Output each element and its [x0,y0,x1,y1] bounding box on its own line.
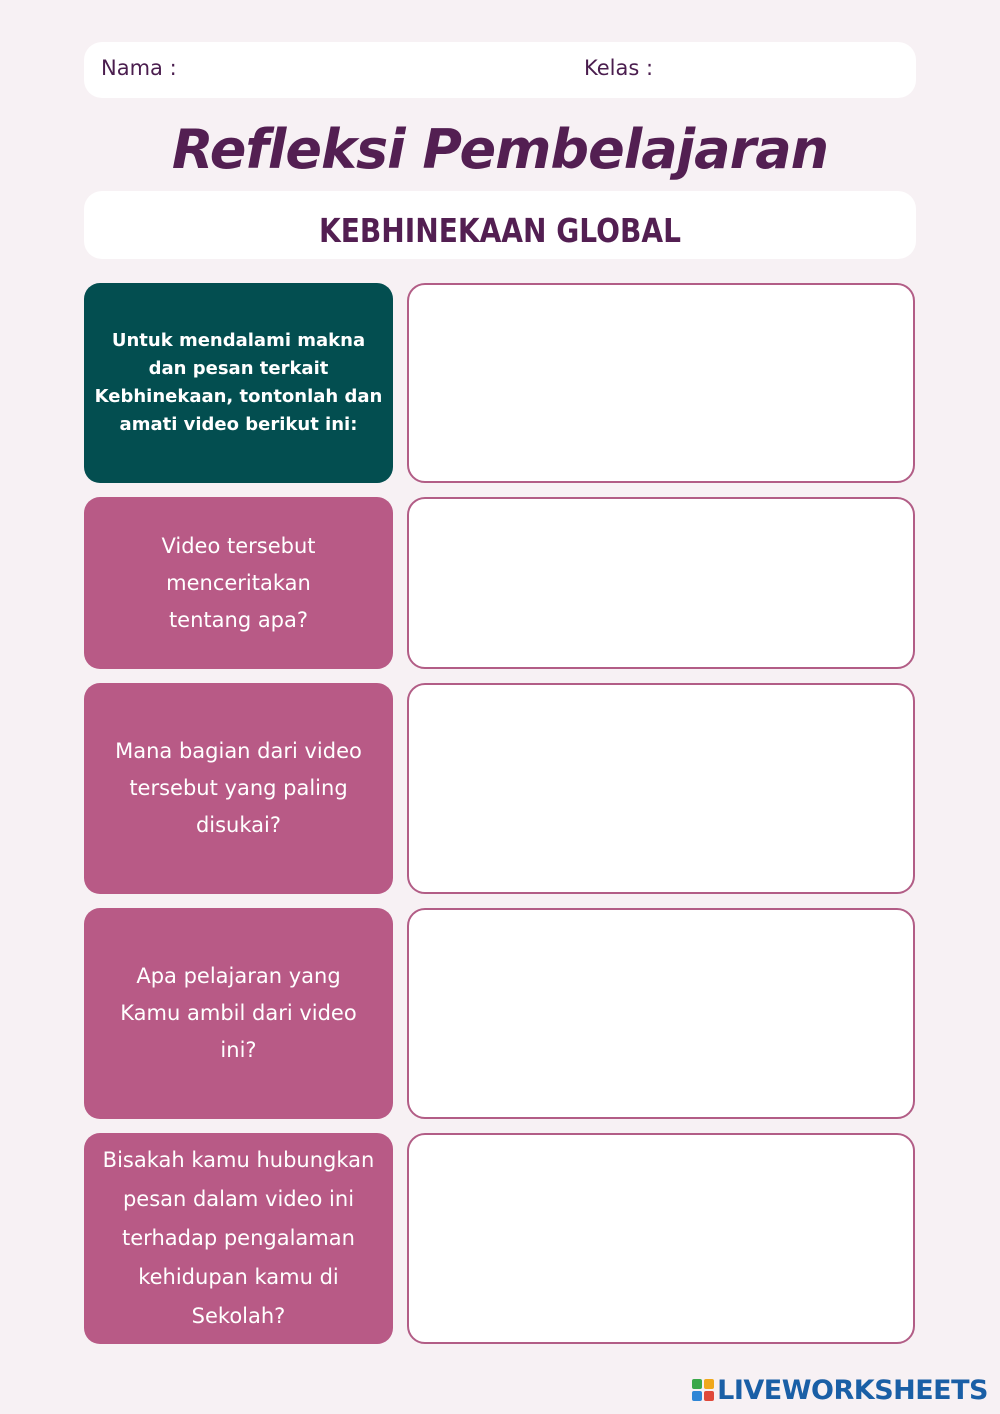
question-box-3 [84,908,393,1119]
intro-prompt-box [84,283,393,483]
question-box-4 [84,1133,393,1344]
answer-field-5[interactable] [427,1149,899,1332]
liveworksheets-brand [692,1374,988,1406]
answer-field-1[interactable] [427,299,899,471]
answer-field-3[interactable] [427,699,899,882]
video-area[interactable] [407,283,915,483]
answer-box-2[interactable] [407,683,915,894]
question-text-3: Apa pelajaran yang Kamu ambil dari video ini? [120,964,357,1062]
class-input[interactable] [664,50,908,90]
answer-box-1[interactable] [407,497,915,669]
intro-prompt-text: Untuk mendalami makna dan pesan terkait Kebhinekaan, tontonlah dan amati video berikut ini: [94,330,383,435]
answer-box-4[interactable] [407,1133,915,1344]
logo-square-yellow [704,1379,714,1389]
brand-name: LIVEWORKSHEETS [717,1374,988,1406]
class-label: Kelas : [584,56,654,80]
answer-box-3[interactable] [407,908,915,1119]
liveworksheets-logo-icon [692,1379,714,1401]
name-input[interactable] [184,50,568,90]
question-box-2 [84,683,393,894]
topic-banner [84,191,916,259]
student-info-bar [84,42,916,98]
question-text-2: Mana bagian dari video tersebut yang paling disukai? [115,739,362,837]
logo-square-red [704,1391,714,1401]
answer-field-2[interactable] [427,513,899,657]
logo-square-blue [692,1391,702,1401]
answer-field-4[interactable] [427,924,899,1107]
topic-title: KEBHINEKAAN GLOBAL [319,211,681,250]
question-text-1: Video tersebut menceritakan tentang apa? [161,533,316,632]
name-label: Nama : [101,56,177,80]
question-text-4: Bisakah kamu hubungkan pesan dalam video ini terhadap pengalaman kehidupan kamu di Sekolah? [102,1148,375,1328]
logo-square-green [692,1379,702,1389]
page-title: Refleksi Pembelajaran [171,118,829,181]
question-box-1 [84,497,393,669]
